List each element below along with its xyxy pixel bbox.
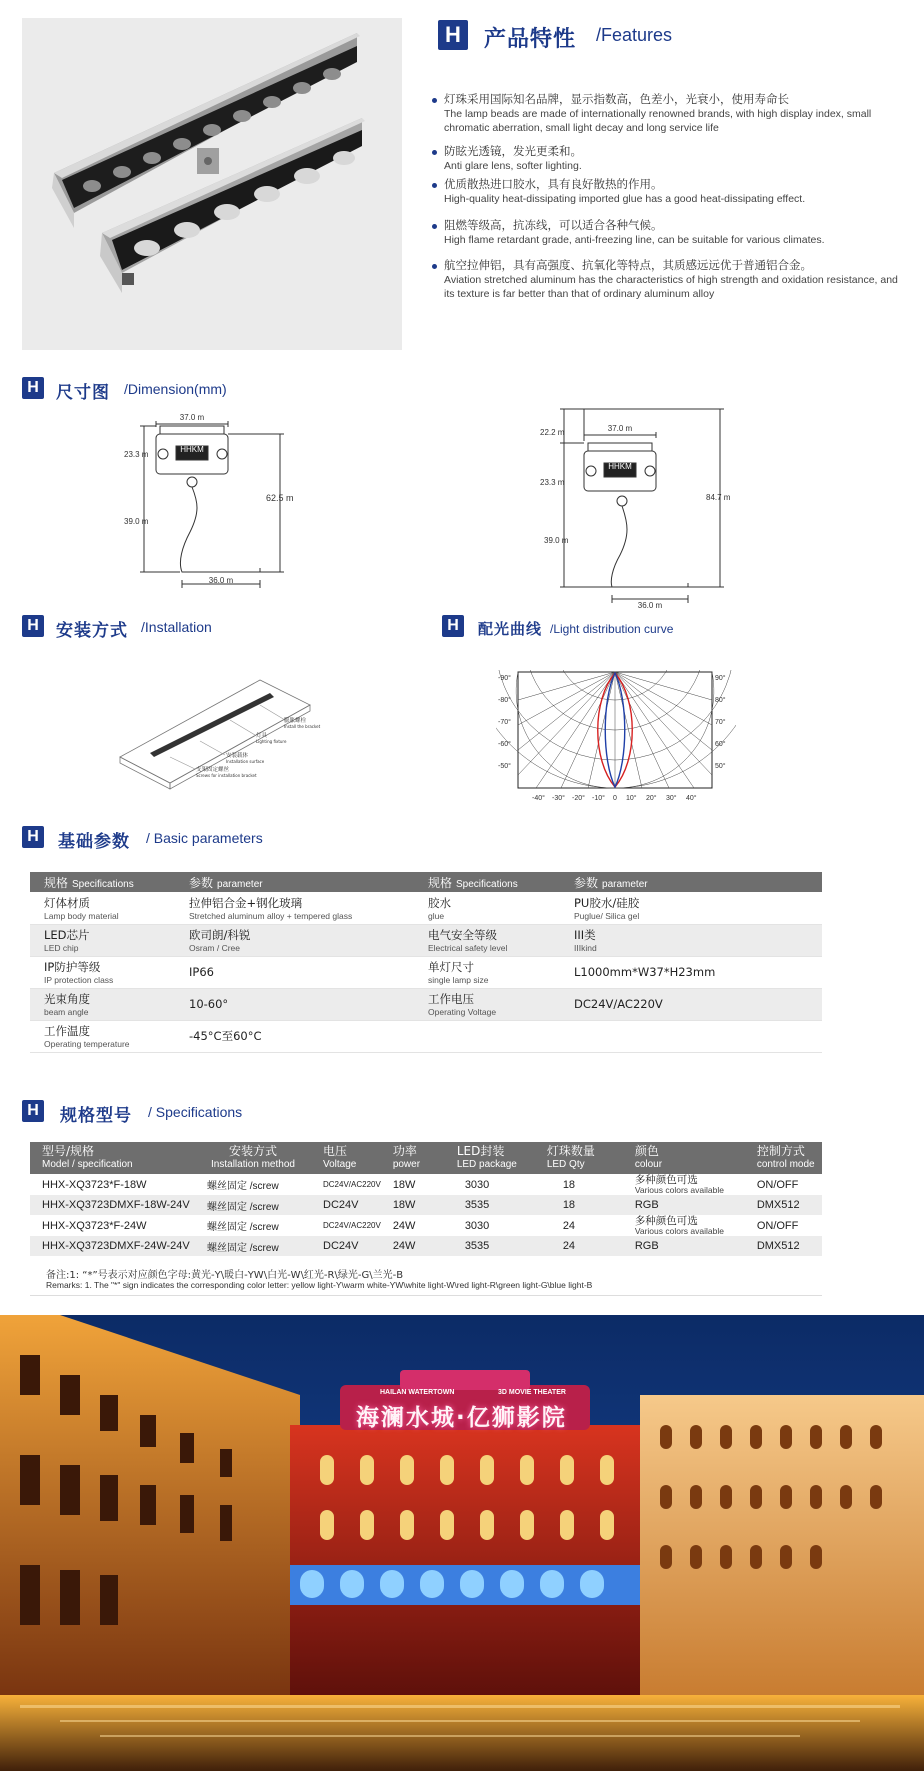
dimension-title: 尺寸图 xyxy=(56,383,110,403)
tick-label: -80° xyxy=(498,697,511,704)
section-badge-icon: H xyxy=(22,826,44,848)
installation-diagram xyxy=(110,665,330,800)
dim-label: 39.0 m xyxy=(124,517,149,526)
section-badge-icon: H xyxy=(22,377,44,399)
tick-label: -70° xyxy=(498,719,511,726)
tick-label: 30° xyxy=(666,795,677,802)
table-row: HHX-XQ3723DMXF-18W-24V 螺丝固定 /screw DC24V 18W 3535 18 RGB DMX512 xyxy=(30,1195,822,1215)
features-title: 产品特性 xyxy=(484,27,577,52)
section-badge-icon: H xyxy=(438,20,468,50)
building-sign: 海澜水城·亿狮影院 xyxy=(356,1405,567,1431)
table-header-row: 规格 Specifications 参数 parameter 规格 Specifications 参数 parameter xyxy=(30,872,822,892)
table-header-row: 型号/规格 Model / specification 安装方式 Installation method 电压 Voltage 功率 power LED封装 LED package 灯珠数量 LED Qty 颜色 colour 控制方式 control mode xyxy=(30,1142,822,1174)
section-badge-icon: H xyxy=(22,615,44,637)
dim-label: 36.0 m xyxy=(208,576,234,585)
table-row: 工作温度 Operating temperature -45°C至60°C xyxy=(30,1020,822,1052)
install-label: Installation surface xyxy=(226,759,265,764)
install-label: 支架固定螺丝 xyxy=(196,767,230,773)
table-row: IP防护等级 IP protection class IP66 单灯尺寸 single lamp size L1000mm*W37*H23mm xyxy=(30,956,822,988)
tick-label: -30° xyxy=(552,795,565,802)
basic-params-subtitle: / Basic parameters xyxy=(146,830,263,846)
sign-small-left: HAILAN WATERTOWN xyxy=(380,1389,455,1396)
section-badge-icon: H xyxy=(22,1100,44,1122)
dim-label: 23.3 m xyxy=(540,478,565,487)
tick-label: 50° xyxy=(715,763,726,770)
specs-subtitle: / Specifications xyxy=(148,1104,243,1120)
table-row: HHX-XQ3723DMXF-24W-24V 螺丝固定 /screw DC24V 24W 3535 24 RGB DMX512 xyxy=(30,1236,822,1256)
install-label: 安装载体 xyxy=(226,753,249,759)
bullet-icon xyxy=(432,98,437,103)
dim-label: 37.0 m xyxy=(607,424,633,433)
installation-subtitle: /Installation xyxy=(141,619,212,635)
tick-label: 20° xyxy=(646,795,657,802)
dim-label: 84.7 m xyxy=(706,493,731,502)
table-row: HHX-XQ3723*F-24W 螺丝固定 /screw DC24V/AC220V 24W 3030 24 多种颜色可选 Various colors available ON/OFF xyxy=(42,1215,799,1236)
dimension-drawing-right xyxy=(530,405,740,610)
tick-label: -10° xyxy=(592,795,605,802)
feature-item: 防眩光透镜，发光更柔和。 Anti glare lens, softer lighting. xyxy=(444,144,904,173)
tick-label: 90° xyxy=(715,675,726,682)
install-label: Install the bracket xyxy=(284,724,321,729)
divider xyxy=(30,1295,822,1296)
light-distribution-chart xyxy=(496,670,736,810)
tick-label: -60° xyxy=(498,741,511,748)
bullet-icon xyxy=(432,150,437,155)
remark-cn: 备注:1: “*”号表示对应颜色字母:黄光-Y\暖白-YW\白光-W\红光-R\绿光-G\兰光-B xyxy=(46,1270,404,1281)
feature-item: 优质散热进口胶水，具有良好散热的作用。 High-quality heat-dissipating imported glue has a good heat-dissipating effect. xyxy=(444,177,904,206)
dimension-drawing-left xyxy=(120,412,320,592)
dim-label: 37.0 m xyxy=(179,413,205,422)
installation-title: 安装方式 xyxy=(56,621,128,641)
bullet-icon xyxy=(432,224,437,229)
specs-table xyxy=(30,1142,822,1256)
logo-mark: HHKM xyxy=(608,462,632,471)
section-badge-icon: H xyxy=(442,615,464,637)
table-row: LED芯片 LED chip 欧司朗/科锐 Osram / Cree 电气安全等级 Electrical safety level III类 IIIkind xyxy=(30,924,822,956)
dim-label: 22.2 m xyxy=(540,428,565,437)
dimension-subtitle: /Dimension(mm) xyxy=(124,381,227,397)
feature-item: 航空拉伸铝，具有高强度、抗氧化等特点，其质感远远优于普通铝合金。 Aviation stretched aluminum has the characteristics of high strength and oxidation resistance, and its texture is far better than that of ordinary aluminum alloy xyxy=(444,258,904,301)
install-label: Screws for installation bracket xyxy=(196,773,257,778)
features-subtitle: /Features xyxy=(596,25,673,45)
tick-label: 70° xyxy=(715,719,726,726)
install-label: Lighting fixture xyxy=(256,739,287,744)
install-label: 膨胀螺栓 xyxy=(284,718,307,724)
dim-label: 39.0 m xyxy=(544,536,569,545)
table-row: HHX-XQ3723*F-18W 螺丝固定 /screw DC24V/AC220V 18W 3030 18 多种颜色可选 Various colors available ON/OFF xyxy=(42,1174,799,1195)
product-photo xyxy=(22,18,402,350)
tick-label: 40° xyxy=(686,795,697,802)
bullet-icon xyxy=(432,264,437,269)
remark-en: Remarks: 1. The "*" sign indicates the corresponding color letter: yellow light-Y\warm white-YW\white light-W\red light-R\green light-G\blue light-B xyxy=(46,1280,593,1290)
tick-label: -90° xyxy=(498,675,511,682)
feature-item: 阻燃等级高，抗冻线，可以适合各种气候。 High flame retardant grade, anti-freezing line, can be suitable for various climates. xyxy=(444,218,904,247)
logo-mark: HHKM xyxy=(180,445,204,454)
tick-label: 10° xyxy=(626,795,637,802)
basic-params-table xyxy=(30,872,822,1053)
sign-small-right: 3D MOVIE THEATER xyxy=(498,1389,566,1396)
tick-label: 0 xyxy=(613,795,617,802)
table-row: 光束角度 beam angle 10-60° 工作电压 Operating Voltage DC24V/AC220V xyxy=(30,988,822,1020)
bullet-icon xyxy=(432,183,437,188)
dim-label: 23.3 m xyxy=(124,450,149,459)
tick-label: -20° xyxy=(572,795,585,802)
light-curve-subtitle: /Light distribution curve xyxy=(550,622,674,636)
specs-title: 规格型号 xyxy=(60,1106,132,1126)
install-label: 灯具 xyxy=(256,733,268,739)
light-curve-title: 配光曲线 xyxy=(478,620,543,638)
basic-params-title: 基础参数 xyxy=(58,832,130,852)
feature-item: 灯珠采用国际知名品牌，显示指数高，色差小，光衰小，使用寿命长 The lamp beads are made of internationally renowned brands, with high display index, small chromatic aberration, small light decay and long service life xyxy=(444,92,904,135)
tick-label: 80° xyxy=(715,697,726,704)
dim-label: 36.0 m xyxy=(637,601,663,610)
application-photo xyxy=(0,1315,924,1771)
tick-label: -40° xyxy=(532,795,545,802)
table-row: 灯体材质 Lamp body material 拉伸铝合金+钢化玻璃 Stretched aluminum alloy + tempered glass 胶水 glue PU胶水/硅胶 Puglue/ Silica gel xyxy=(30,892,822,924)
dim-label: 62.5 m xyxy=(266,493,294,503)
tick-label: -50° xyxy=(498,763,511,770)
tick-label: 60° xyxy=(715,741,726,748)
